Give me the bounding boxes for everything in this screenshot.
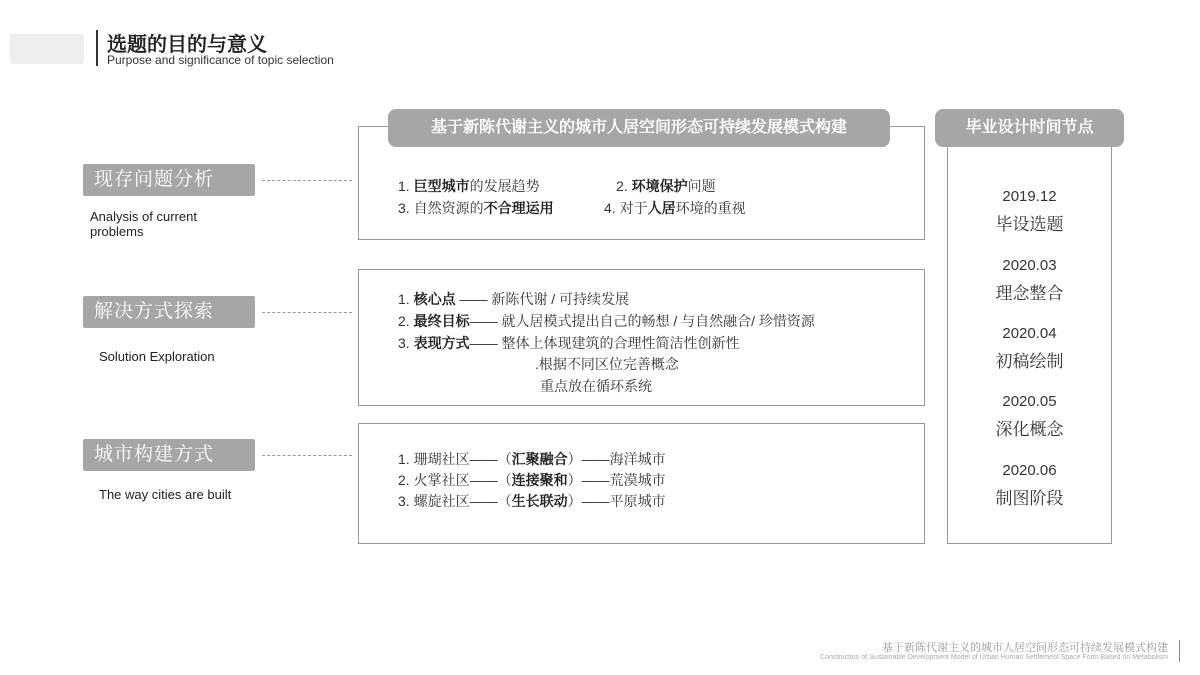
- section-sub-solution: Solution Exploration: [99, 349, 215, 364]
- main-header: 基于新陈代谢主义的城市人居空间形态可持续发展模式构建: [388, 109, 890, 147]
- connector-line: [262, 312, 352, 313]
- city-line-2: 2. 火掌社区——（连接聚和）——荒漠城市: [398, 472, 666, 488]
- timeline-date: 2020.06: [1002, 462, 1057, 479]
- solution-line-4: .根据不同区位完善概念: [535, 356, 679, 372]
- footer-title-cn: 基于新陈代谢主义的城市人居空间形态可持续发展模式构建: [882, 642, 1168, 654]
- section-label-problems: 现存问题分析: [83, 164, 255, 196]
- section-sub-city: The way cities are built: [99, 487, 232, 502]
- connector-line: [262, 180, 352, 181]
- title-divider: [96, 30, 98, 66]
- timeline-date: 2019.12: [1002, 188, 1057, 205]
- timeline-label: 初稿绘制: [995, 352, 1064, 371]
- solution-line-1: 1. 核心点 —— 新陈代谢 / 可持续发展: [398, 291, 630, 307]
- city-line-3: 3. 螺旋社区——（生长联动）——平原城市: [398, 493, 666, 509]
- section-label-solution: 解决方式探索: [83, 296, 255, 328]
- solution-line-2: 2. 最终目标—— 就人居模式提出自己的畅想 / 与自然融合/ 珍惜资源: [398, 313, 815, 329]
- problem-item-4: 4. 对于人居环境的重视: [604, 200, 746, 216]
- timeline-date: 2020.04: [1002, 325, 1057, 342]
- timeline-label: 毕设选题: [995, 215, 1064, 234]
- timeline-date: 2020.03: [1002, 257, 1057, 274]
- section-sub-problems: Analysis of current problems: [90, 209, 197, 239]
- timeline-label: 深化概念: [995, 420, 1064, 439]
- solution-line-3: 3. 表现方式—— 整体上体现建筑的合理性简洁性创新性: [398, 335, 740, 351]
- problem-item-2: 2. 环境保护问题: [616, 178, 716, 194]
- problem-item-1: 1. 巨型城市的发展趋势: [398, 178, 540, 194]
- timeline-header: 毕业设计时间节点: [935, 109, 1124, 147]
- solution-line-5: 重点放在循环系统: [540, 378, 652, 394]
- footer-divider: [1179, 640, 1180, 662]
- timeline-date: 2020.05: [1002, 393, 1057, 410]
- footer-title-en: Construction of Sustainable Development Model of Urban Human Settlement Space Form Based on Metabolism: [820, 654, 1168, 661]
- corner-tab: [10, 34, 84, 64]
- city-line-1: 1. 珊瑚社区——（汇聚融合）——海洋城市: [398, 451, 666, 467]
- page-title: 选题的目的与意义: [107, 32, 267, 56]
- section-label-city: 城市构建方式: [83, 439, 255, 471]
- timeline-label: 理念整合: [995, 284, 1064, 303]
- problem-item-3: 3. 自然资源的不合理运用: [398, 200, 554, 216]
- page-subtitle: Purpose and significance of topic selection: [107, 53, 334, 67]
- connector-line: [262, 455, 352, 456]
- timeline-label: 制图阶段: [995, 489, 1064, 508]
